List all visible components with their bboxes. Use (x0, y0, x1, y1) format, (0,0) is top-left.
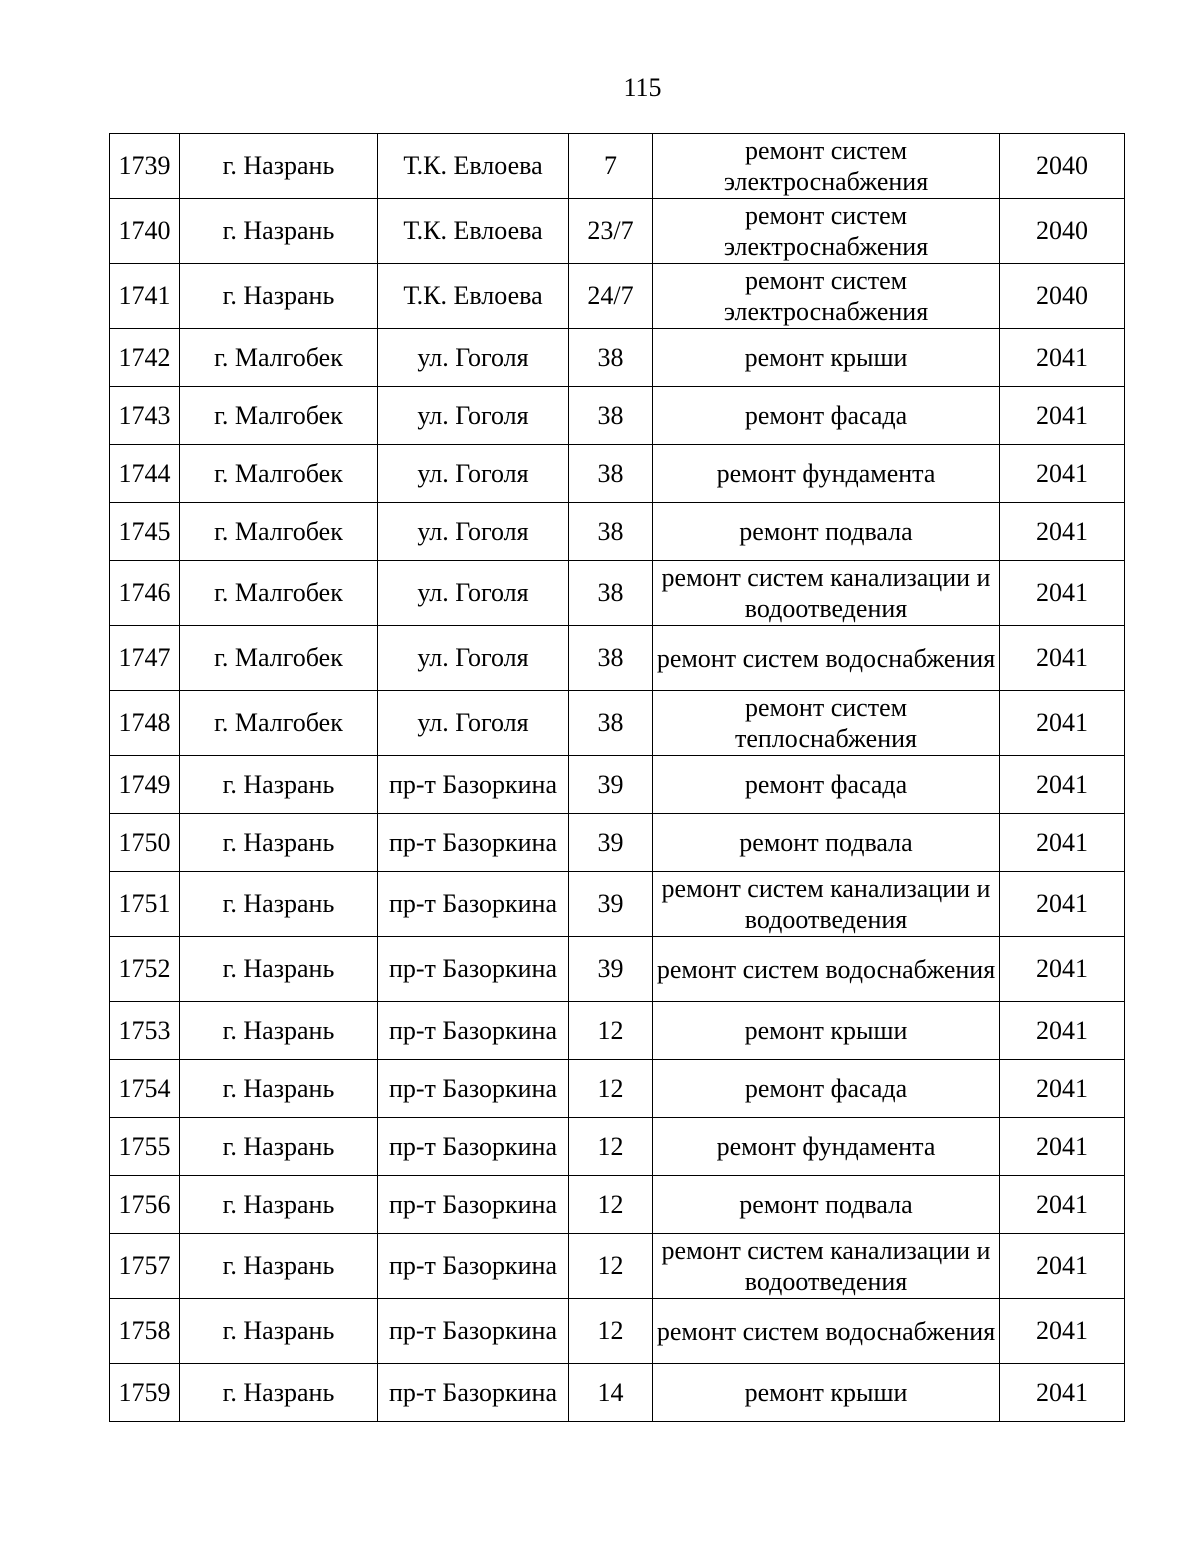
street-cell: ул. Гоголя (378, 445, 569, 503)
street-cell: пр-т Базоркина (378, 756, 569, 814)
year-cell: 2040 (1000, 264, 1125, 329)
year-cell: 2041 (1000, 691, 1125, 756)
table-row (110, 561, 1125, 626)
row-number: 1746 (110, 561, 180, 626)
row-number: 1743 (110, 387, 180, 445)
house-cell: 38 (569, 445, 653, 503)
house-cell: 23/7 (569, 199, 653, 264)
city-cell: г. Малгобек (180, 445, 378, 503)
table-row (110, 1060, 1125, 1118)
work-type-cell: ремонт систем водоснабжения (653, 626, 1000, 691)
row-number: 1754 (110, 1060, 180, 1118)
year-cell: 2041 (1000, 329, 1125, 387)
street-cell: Т.К. Евлоева (378, 264, 569, 329)
city-cell: г. Малгобек (180, 561, 378, 626)
row-number: 1752 (110, 937, 180, 1002)
table-row (110, 872, 1125, 937)
house-cell: 7 (569, 134, 653, 199)
street-cell: пр-т Базоркина (378, 814, 569, 872)
row-number: 1756 (110, 1176, 180, 1234)
work-type-cell: ремонт подвала (653, 814, 1000, 872)
year-cell: 2040 (1000, 134, 1125, 199)
year-cell: 2041 (1000, 872, 1125, 937)
row-number: 1740 (110, 199, 180, 264)
year-cell: 2041 (1000, 1234, 1125, 1299)
city-cell: г. Назрань (180, 1234, 378, 1299)
table-row (110, 199, 1125, 264)
row-number: 1750 (110, 814, 180, 872)
city-cell: г. Назрань (180, 1002, 378, 1060)
table-row (110, 1234, 1125, 1299)
street-cell: пр-т Базоркина (378, 1176, 569, 1234)
year-cell: 2041 (1000, 561, 1125, 626)
street-cell: ул. Гоголя (378, 387, 569, 445)
city-cell: г. Малгобек (180, 329, 378, 387)
house-cell: 12 (569, 1002, 653, 1060)
row-number: 1759 (110, 1364, 180, 1422)
work-type-cell: ремонт фундамента (653, 1118, 1000, 1176)
year-cell: 2041 (1000, 1118, 1125, 1176)
street-cell: пр-т Базоркина (378, 1364, 569, 1422)
house-cell: 38 (569, 387, 653, 445)
street-cell: ул. Гоголя (378, 626, 569, 691)
house-cell: 12 (569, 1234, 653, 1299)
table-row (110, 503, 1125, 561)
house-cell: 39 (569, 756, 653, 814)
year-cell: 2041 (1000, 1176, 1125, 1234)
house-cell: 14 (569, 1364, 653, 1422)
table-row (110, 1118, 1125, 1176)
table-body (110, 134, 1125, 1422)
house-cell: 38 (569, 691, 653, 756)
work-type-cell: ремонт фундамента (653, 445, 1000, 503)
street-cell: ул. Гоголя (378, 691, 569, 756)
city-cell: г. Назрань (180, 872, 378, 937)
row-number: 1758 (110, 1299, 180, 1364)
street-cell: ул. Гоголя (378, 329, 569, 387)
city-cell: г. Назрань (180, 1299, 378, 1364)
row-number: 1745 (110, 503, 180, 561)
street-cell: ул. Гоголя (378, 561, 569, 626)
work-type-cell: ремонт подвала (653, 503, 1000, 561)
year-cell: 2041 (1000, 1364, 1125, 1422)
street-cell: Т.К. Евлоева (378, 199, 569, 264)
house-cell: 24/7 (569, 264, 653, 329)
street-cell: ул. Гоголя (378, 503, 569, 561)
house-cell: 38 (569, 503, 653, 561)
house-cell: 12 (569, 1176, 653, 1234)
house-cell: 39 (569, 872, 653, 937)
table-row (110, 1002, 1125, 1060)
year-cell: 2040 (1000, 199, 1125, 264)
work-type-cell: ремонт систем электроснабжения (653, 199, 1000, 264)
city-cell: г. Назрань (180, 1118, 378, 1176)
row-number: 1755 (110, 1118, 180, 1176)
work-type-cell: ремонт крыши (653, 1002, 1000, 1060)
row-number: 1744 (110, 445, 180, 503)
table-row (110, 1299, 1125, 1364)
work-type-cell: ремонт систем теплоснабжения (653, 691, 1000, 756)
city-cell: г. Назрань (180, 1060, 378, 1118)
year-cell: 2041 (1000, 1299, 1125, 1364)
city-cell: г. Малгобек (180, 691, 378, 756)
row-number: 1742 (110, 329, 180, 387)
house-cell: 39 (569, 937, 653, 1002)
city-cell: г. Назрань (180, 264, 378, 329)
table-row (110, 134, 1125, 199)
table-row (110, 691, 1125, 756)
work-type-cell: ремонт систем канализации и водоотведения (653, 872, 1000, 937)
work-type-cell: ремонт фасада (653, 756, 1000, 814)
house-cell: 12 (569, 1118, 653, 1176)
street-cell: пр-т Базоркина (378, 1060, 569, 1118)
year-cell: 2041 (1000, 387, 1125, 445)
row-number: 1748 (110, 691, 180, 756)
year-cell: 2041 (1000, 503, 1125, 561)
row-number: 1757 (110, 1234, 180, 1299)
year-cell: 2041 (1000, 626, 1125, 691)
house-cell: 38 (569, 329, 653, 387)
year-cell: 2041 (1000, 756, 1125, 814)
work-type-cell: ремонт подвала (653, 1176, 1000, 1234)
city-cell: г. Назрань (180, 814, 378, 872)
city-cell: г. Назрань (180, 756, 378, 814)
work-type-cell: ремонт фасада (653, 1060, 1000, 1118)
street-cell: Т.К. Евлоева (378, 134, 569, 199)
work-type-cell: ремонт систем канализации и водоотведения (653, 1234, 1000, 1299)
year-cell: 2041 (1000, 1002, 1125, 1060)
table-row (110, 756, 1125, 814)
city-cell: г. Назрань (180, 1176, 378, 1234)
repair-schedule-table (109, 133, 1125, 1422)
city-cell: г. Малгобек (180, 626, 378, 691)
house-cell: 38 (569, 561, 653, 626)
house-cell: 12 (569, 1299, 653, 1364)
table-row (110, 1364, 1125, 1422)
city-cell: г. Назрань (180, 199, 378, 264)
year-cell: 2041 (1000, 1060, 1125, 1118)
city-cell: г. Назрань (180, 1364, 378, 1422)
row-number: 1741 (110, 264, 180, 329)
row-number: 1749 (110, 756, 180, 814)
house-cell: 38 (569, 626, 653, 691)
street-cell: пр-т Базоркина (378, 1234, 569, 1299)
row-number: 1753 (110, 1002, 180, 1060)
city-cell: г. Назрань (180, 134, 378, 199)
house-cell: 12 (569, 1060, 653, 1118)
year-cell: 2041 (1000, 814, 1125, 872)
page-number: 115 (623, 73, 662, 102)
city-cell: г. Малгобек (180, 503, 378, 561)
work-type-cell: ремонт крыши (653, 329, 1000, 387)
year-cell: 2041 (1000, 445, 1125, 503)
street-cell: пр-т Базоркина (378, 1002, 569, 1060)
work-type-cell: ремонт систем электроснабжения (653, 264, 1000, 329)
work-type-cell: ремонт систем электроснабжения (653, 134, 1000, 199)
row-number: 1747 (110, 626, 180, 691)
street-cell: пр-т Базоркина (378, 872, 569, 937)
year-cell: 2041 (1000, 937, 1125, 1002)
table-row (110, 329, 1125, 387)
table-row (110, 937, 1125, 1002)
table-row (110, 264, 1125, 329)
row-number: 1751 (110, 872, 180, 937)
street-cell: пр-т Базоркина (378, 937, 569, 1002)
street-cell: пр-т Базоркина (378, 1299, 569, 1364)
work-type-cell: ремонт систем канализации и водоотведения (653, 561, 1000, 626)
table-row (110, 1176, 1125, 1234)
city-cell: г. Назрань (180, 937, 378, 1002)
table-row (110, 814, 1125, 872)
table-row (110, 626, 1125, 691)
work-type-cell: ремонт систем водоснабжения (653, 1299, 1000, 1364)
work-type-cell: ремонт фасада (653, 387, 1000, 445)
work-type-cell: ремонт крыши (653, 1364, 1000, 1422)
work-type-cell: ремонт систем водоснабжения (653, 937, 1000, 1002)
city-cell: г. Малгобек (180, 387, 378, 445)
table-row (110, 445, 1125, 503)
house-cell: 39 (569, 814, 653, 872)
table-row (110, 387, 1125, 445)
row-number: 1739 (110, 134, 180, 199)
street-cell: пр-т Базоркина (378, 1118, 569, 1176)
